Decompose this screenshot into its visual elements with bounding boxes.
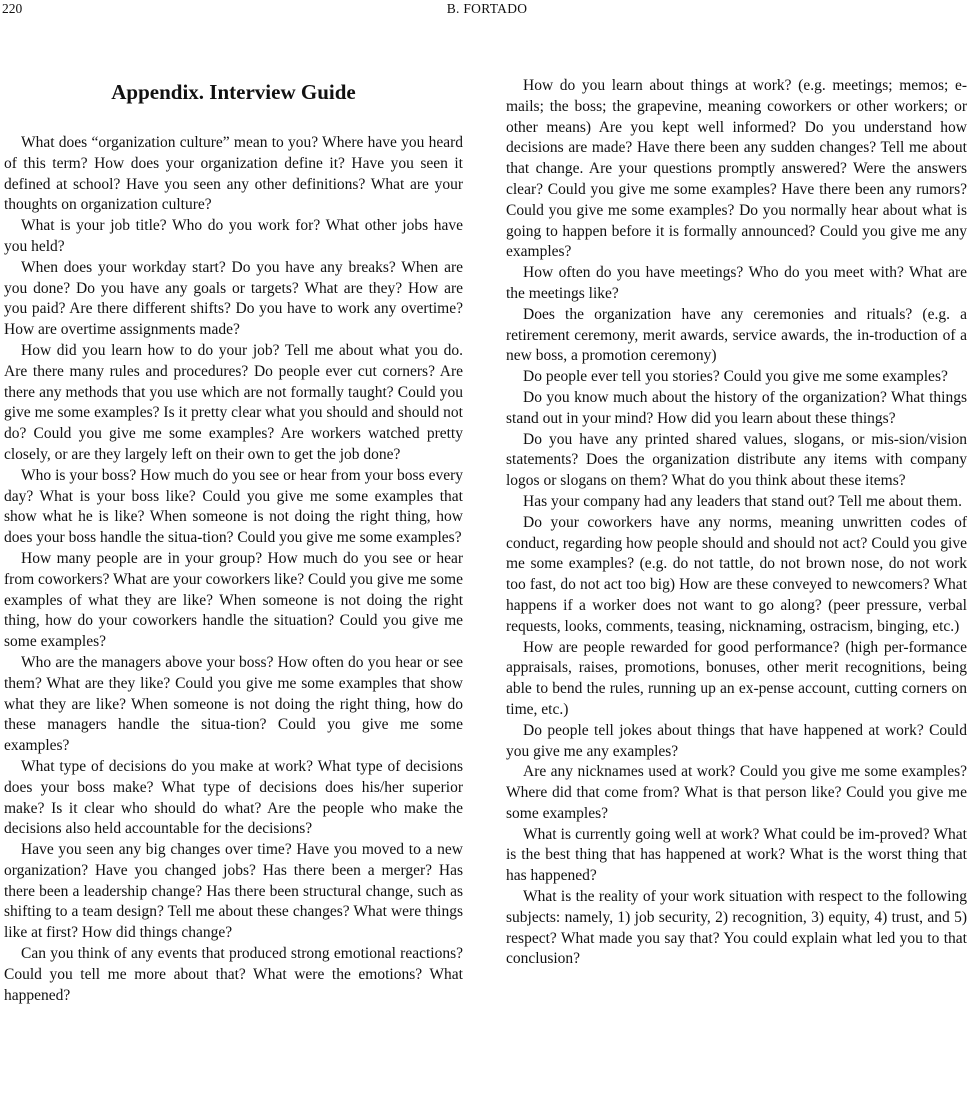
interview-question-paragraph: What is your job title? Who do you work for? What other jobs have you held? xyxy=(4,217,463,255)
interview-question-paragraph: How do you learn about things at work? (e.g. meetings; memos; e-mails; the boss; the grapevine, meaning coworkers or other workers; or other means) Are you kept well informed? Do you understand how decisions are made? Have there been any sudden changes? Tell me about that change. Are your questions promptly answered? Were the answers clear? Could you give me some examples? Have there been any rumors? Could you give me some examples? Do you normally hear about what is going to happen before it is formally announced? Could you give me any examples? xyxy=(506,77,967,261)
interview-question-paragraph: How are people rewarded for good performance? (high per-formance appraisals, raises, promotions, bonuses, other merit recognitions, being able to bend the rules, running up an ex-pense account, cutting corners on time, etc.) xyxy=(506,638,967,718)
interview-question-paragraph: Are any nicknames used at work? Could you give me some examples? Where did that come from? What is that person like? Could you give me some examples? xyxy=(506,763,967,822)
interview-question-paragraph: How often do you have meetings? Who do you meet with? What are the meetings like? xyxy=(506,264,967,302)
interview-question-paragraph: Do people ever tell you stories? Could you give me some examples? xyxy=(523,368,948,386)
interview-question-paragraph: What is the reality of your work situation with respect to the following subjects: namely, 1) job security, 2) recognition, 3) equity, 4) trust, and 5) respect? What made you say that? You could explain what led you to that conclusion? xyxy=(506,888,967,968)
interview-question-paragraph: Do your coworkers have any norms, meaning unwritten codes of conduct, regarding how people should and should not act? Could you give me some examples? (e.g. do not tattle, do not brown nose, do not work too fast, do not act too big) How are these conveyed to newcomers? What happens if a worker does not want to go along? (peer pressure, verbal requests, looks, comments, teasing, nicknaming, ostracism, binging, etc.) xyxy=(506,513,967,635)
left-column xyxy=(4,76,463,1006)
interview-question-paragraph: When does your workday start? Do you have any breaks? When are you done? Do you have any goals or targets? What are they? How are you paid? Are there different shifts? Do you have to work any overtime? How are overtime assignments made? xyxy=(4,258,463,339)
interview-question-paragraph: Does the organization have any ceremonies and rituals? (e.g. a retirement ceremony, merit awards, service awards, the in-troduction of a new boss, a promotion ceremony) xyxy=(506,305,967,365)
interview-question-paragraph: How did you learn how to do your job? Tell me about what you do. Are there many rules and procedures? Do people ever cut corners? Are there any methods that you use which are not formally taught? Could you give me some examples? Is it pretty clear what you should and should not do? Could you give me some examples? Are workers watched pretty closely, or are they largely left on their own to get the job done? xyxy=(4,341,463,463)
running-head: B. FORTADO xyxy=(446,1,528,16)
interview-question-paragraph: Who is your boss? How much do you see or hear from your boss every day? What is your boss like? Could you give me some examples that show what he is like? When someone is not doing the right thing, how does your boss handle the situa-tion? Could you give me some examples? xyxy=(4,466,463,547)
interview-question-paragraph: What is currently going well at work? What could be im-proved? What is the best thing that has happened at work? What is the worst thing that has happened? xyxy=(506,825,967,885)
page-header xyxy=(0,0,974,20)
interview-question-paragraph: What does “organization culture” mean to you? Where have you heard of this term? How does your organization define it? Have you seen it defined at school? Have you seen any other definitions? What are your thoughts on organization culture? xyxy=(4,134,463,214)
interview-question-paragraph: Has your company had any leaders that stand out? Tell me about them. xyxy=(523,492,962,510)
interview-question-paragraph: Do people tell jokes about things that have happened at work? Could you give me any examples? xyxy=(506,721,967,760)
interview-question-paragraph: Do you have any printed shared values, slogans, or mis-sion/vision statements? Does the organization distribute any items with company logos or slogans on them? What do you think about these items? xyxy=(506,430,967,490)
interview-question-paragraph: Can you think of any events that produced strong emotional reactions? Could you tell me more about that? What were the emotions? What happened? xyxy=(4,945,463,1004)
interview-question-paragraph: What type of decisions do you make at work? What type of decisions does your boss make? What type of decisions does his/her superior make? Is it clear who should do what? Are the people who make the decisions also held accountable for the decisions? xyxy=(4,757,463,838)
interview-question-paragraph: Have you seen any big changes over time? Have you moved to a new organization? Have you changed jobs? Has there been a merger? Has there been a leadership change? Has there been structural change, such as shifting to a team design? Tell me about these changes? What were things like at first? How did things change? xyxy=(4,841,463,942)
interview-question-paragraph: Who are the managers above your boss? How often do you hear or see them? What are they like? Could you give me some examples that show what they are like? When someone is not doing the right thing, how do these managers handle the situa-tion? Could you give me some examples? xyxy=(4,653,463,755)
appendix-title: Appendix. Interview Guide xyxy=(111,80,356,104)
interview-question-paragraph: How many people are in your group? How much do you see or hear from coworkers? What are your coworkers like? Could you give me some examples of what they are like? When someone is not doing the right thing, how do your coworkers handle the situation? Could you give me some examples? xyxy=(4,549,463,651)
interview-question-paragraph: Do you know much about the history of the organization? What things stand out in your mind? How did you learn about these things? xyxy=(506,388,967,427)
page-number: 220 xyxy=(2,1,23,16)
right-column xyxy=(506,76,967,970)
